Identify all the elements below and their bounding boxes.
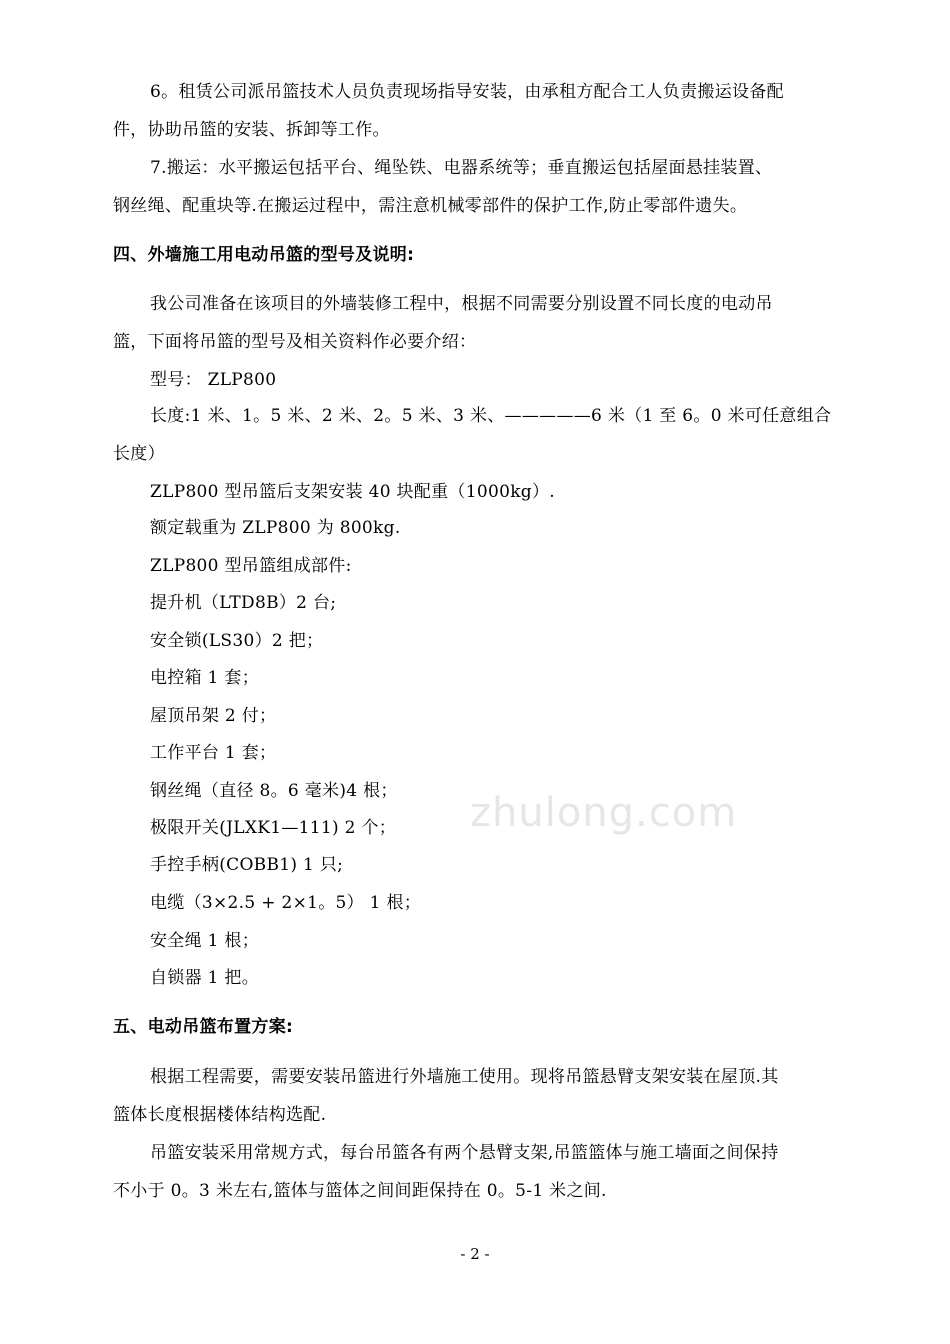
paragraph-6-line-2: 件，协助吊篮的安装、拆卸等工作。 bbox=[113, 120, 390, 140]
length-line-1: 长度:1 米、1。5 米、2 米、2。5 米、3 米、—————6 米（1 至 6。0 米可任意组合 bbox=[150, 406, 832, 426]
section-5-heading: 五、电动吊篮布置方案: bbox=[113, 1017, 294, 1037]
page-number: - 2 - bbox=[460, 1245, 490, 1263]
paragraph-7-line-1: 7.搬运：水平搬运包括平台、绳坠铁、电器系统等；垂直搬运包括屋面悬挂装置、 bbox=[150, 158, 773, 178]
components-title: ZLP800 型吊篮组成部件: bbox=[150, 556, 352, 576]
rated-load-line: 额定载重为 ZLP800 为 800kg. bbox=[150, 518, 401, 538]
section-5-paragraph-2-line-1: 吊篮安装采用常规方式，每台吊篮各有两个悬臂支架,吊篮篮体与施工墙面之间保持 bbox=[150, 1143, 779, 1163]
component-item: 工作平台 1 套； bbox=[150, 743, 277, 763]
component-item: 电控箱 1 套； bbox=[150, 668, 260, 688]
component-item: 安全锁(LS30）2 把； bbox=[150, 631, 324, 651]
component-item: 手控手柄(COBB1) 1 只; bbox=[150, 855, 344, 875]
section-4-intro-line-2: 篮，下面将吊篮的型号及相关资料作必要介绍： bbox=[113, 332, 477, 352]
paragraph-7-line-2: 钢丝绳、配重块等.在搬运过程中，需注意机械零部件的保护工作,防止零部件遗失。 bbox=[113, 196, 748, 216]
component-item: 电缆（3×2.5 + 2×1。5） 1 根； bbox=[150, 893, 422, 913]
section-4-heading: 四、外墙施工用电动吊篮的型号及说明: bbox=[113, 245, 415, 265]
length-line-2: 长度） bbox=[113, 444, 165, 464]
section-5-paragraph-1-line-2: 篮体长度根据楼体结构选配. bbox=[113, 1105, 327, 1125]
section-5-paragraph-2-line-2: 不小于 0。3 米左右,篮体与篮体之间间距保持在 0。5-1 米之间. bbox=[113, 1181, 607, 1201]
component-item: 自锁器 1 把。 bbox=[150, 968, 260, 988]
counterweight-line: ZLP800 型吊篮后支架安装 40 块配重（1000kg）. bbox=[150, 482, 555, 502]
component-item: 提升机（LTD8B）2 台; bbox=[150, 593, 337, 613]
component-item: 安全绳 1 根； bbox=[150, 931, 260, 951]
model-line: 型号： ZLP800 bbox=[150, 370, 277, 390]
section-5-paragraph-1-line-1: 根据工程需要，需要安装吊篮进行外墙施工使用。现将吊篮悬臂支架安装在屋顶.其 bbox=[150, 1067, 779, 1087]
component-item: 钢丝绳（直径 8。6 毫米)4 根； bbox=[150, 781, 398, 801]
paragraph-6-line-1: 6。租赁公司派吊篮技术人员负责现场指导安装，由承租方配合工人负责搬运设备配 bbox=[150, 82, 784, 102]
watermark: zhulong.com bbox=[470, 790, 738, 836]
component-item: 屋顶吊架 2 付； bbox=[150, 706, 277, 726]
section-4-intro-line-1: 我公司准备在该项目的外墙装修工程中，根据不同需要分别设置不同长度的电动吊 bbox=[150, 294, 773, 314]
component-item: 极限开关(JLXK1—111) 2 个； bbox=[150, 818, 397, 838]
